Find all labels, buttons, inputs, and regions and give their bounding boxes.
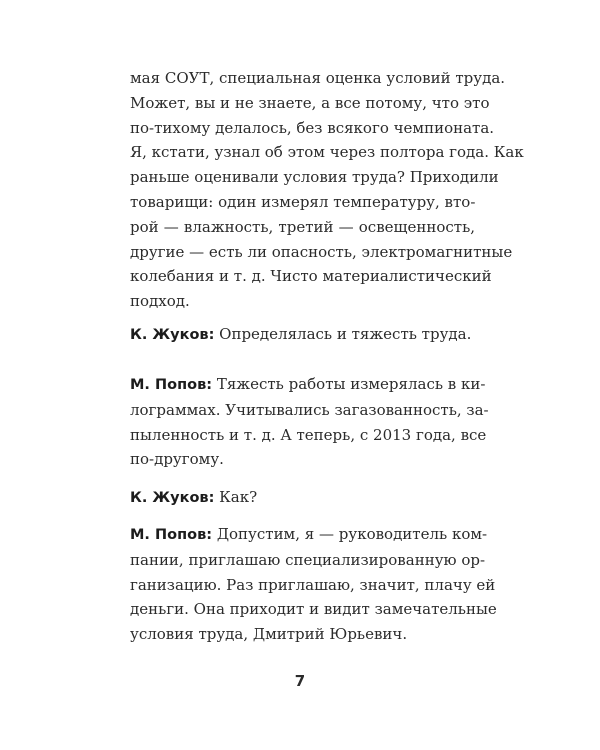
text-line: по-другому. bbox=[130, 450, 224, 469]
speaker-name: М. Попов: bbox=[130, 527, 213, 543]
text-line: условия труда, Дмитрий Юрьевич. bbox=[130, 625, 408, 644]
text-line: колебания и т. д. Чисто материалистический bbox=[130, 267, 492, 286]
page-number: 7 bbox=[294, 672, 306, 690]
dialogue-text: Определялась и тяжесть труда. bbox=[214, 325, 472, 343]
text-line: раньше оценивали условия труда? Приходили bbox=[130, 168, 499, 187]
dialogue-text: Допустим, я — руководитель ком- bbox=[212, 525, 488, 543]
text-line: пыленность и т. д. А теперь, с 2013 года, все bbox=[130, 425, 487, 444]
speaker-name: М. Попов: bbox=[130, 377, 213, 393]
text-line: пании, приглашаю специализированную ор- bbox=[130, 550, 486, 569]
text-line: товарищи: один измерял температуру, вто- bbox=[130, 192, 476, 211]
paragraph-continuation bbox=[130, 66, 524, 314]
speaker-name: К. Жуков: bbox=[130, 327, 215, 343]
text-line: деньги. Она приходит и видит замечательные bbox=[130, 600, 497, 619]
dialogue-zhukov-2 bbox=[130, 485, 475, 511]
text-line: ганизацию. Раз приглашаю, значит, плачу ей bbox=[130, 575, 496, 594]
text-line: мая СОУТ, специальная оценка условий труда. bbox=[130, 69, 506, 87]
text-line: Может, вы и не знаете, а все потому, что это bbox=[130, 93, 490, 112]
dialogue-popov-2 bbox=[130, 522, 497, 647]
dialogue-line bbox=[130, 322, 475, 348]
text-line: по-тихому делалось, без всякого чемпионата. bbox=[130, 118, 495, 137]
text-line: другие — есть ли опасность, электромагнитные bbox=[130, 242, 513, 261]
text-line: рой — влажность, третий — освещенность, bbox=[130, 217, 475, 236]
text-line: подход. bbox=[130, 292, 190, 311]
speaker-name: К. Жуков: bbox=[130, 490, 215, 506]
dialogue-line bbox=[130, 485, 475, 511]
dialogue-text: Как? bbox=[214, 488, 258, 506]
dialogue-popov-1 bbox=[130, 372, 489, 472]
dialogue-zhukov-1 bbox=[130, 322, 475, 348]
dialogue-text: Тяжесть работы измерялась в ки- bbox=[212, 375, 486, 393]
text-line: лограммах. Учитывались загазованность, за- bbox=[130, 400, 489, 419]
dialogue-line bbox=[130, 522, 488, 548]
text-line: Я, кстати, узнал об этом через полтора года. Как bbox=[130, 143, 524, 162]
dialogue-line bbox=[130, 372, 486, 398]
